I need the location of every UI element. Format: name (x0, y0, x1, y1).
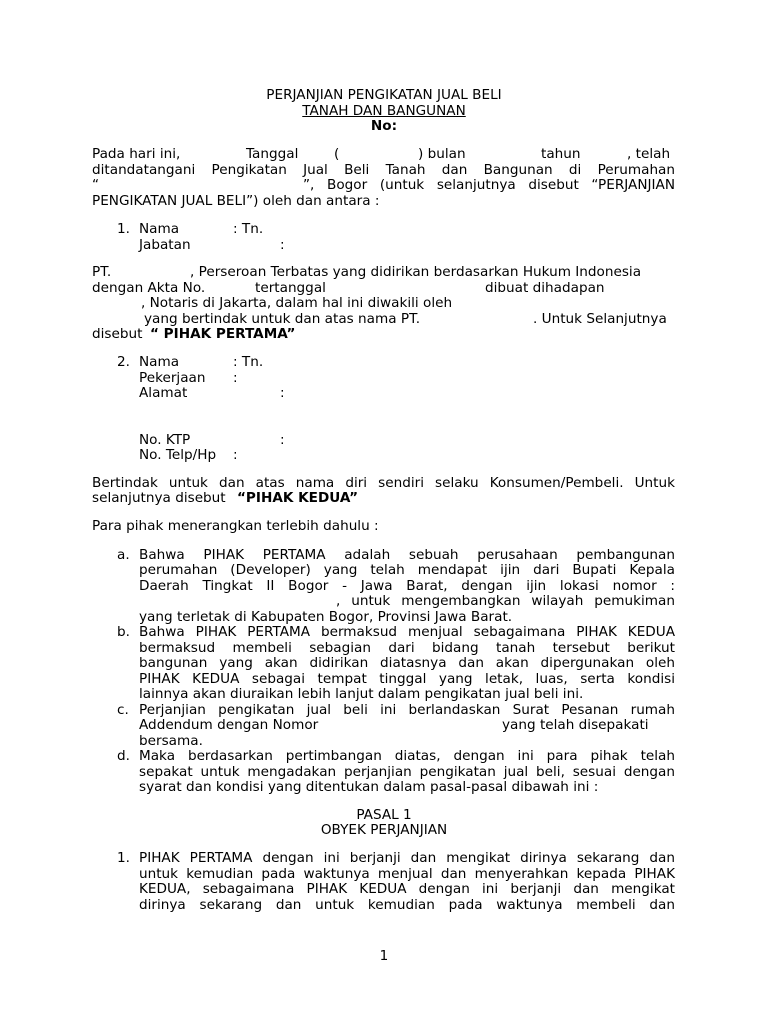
item-b-text: bangunan yang akan didirikan diatasnya dan akan dipergunakan oleh (139, 655, 675, 671)
document-subtitle: TANAH DAN BANGUNAN (302, 103, 466, 119)
item-c-text: bersama. (139, 733, 203, 749)
party2-designation: “PIHAK KEDUA” (237, 490, 359, 506)
item-a-text: Daerah Tingkat II Bogor - Jawa Barat, dengan ijin lokasi nomor : (139, 578, 675, 594)
list-marker: b. (117, 624, 130, 640)
field-value: : (280, 237, 285, 253)
document-number: No: (370, 118, 398, 134)
article-text: KEDUA, sebagaimana PIHAK KEDUA dengan ini berjanji dan mengikat (139, 881, 675, 897)
page-number: 1 (379, 948, 389, 964)
article-text: PIHAK PERTAMA dengan ini berjanji dan mengikat dirinya sekarang dan (139, 850, 675, 866)
intro-text: Tanggal (246, 146, 299, 162)
party1-text: dibuat dihadapan (485, 280, 605, 296)
party1-text: . Untuk Selanjutnya (533, 311, 667, 327)
item-c-text: Addendum dengan Nomor (139, 717, 319, 733)
field-value: : Tn. (233, 221, 264, 237)
item-a-text: Bahwa PIHAK PERTAMA adalah sebuah perusahaan pembangunan (139, 547, 675, 563)
party2-text: Bertindak untuk dan atas nama diri sendiri selaku Konsumen/Pembeli. Untuk (92, 475, 675, 491)
item-d-text: syarat dan kondisi yang ditentukan dalam pasal-pasal dibawah ini : (139, 779, 599, 795)
list-number: 2. (117, 354, 130, 370)
item-a-text: perumahan (Developer) yang telah mendapat ijin dari Bupati Kepala (139, 562, 675, 578)
field-value: : (280, 432, 285, 448)
field-label: No. KTP (139, 432, 191, 448)
intro-text: PENGIKATAN JUAL BELI”) oleh dan antara : (92, 193, 380, 209)
item-a-text: yang terletak di Kabupaten Bogor, Provinsi Jawa Barat. (139, 609, 513, 625)
list-marker: d. (117, 748, 130, 764)
intro-text: ditandatangani Pengikatan Jual Beli Tanah dan Bangunan di Perumahan (92, 162, 675, 178)
item-d-text: sepakat untuk mengadakan perjanjian pengikatan jual beli, sesuai dengan (139, 764, 675, 780)
field-label: No. Telp/Hp (139, 447, 217, 463)
item-a-text: , untuk mengembangkan wilayah pemukiman (336, 593, 675, 609)
item-c-text: yang telah disepakati (502, 717, 649, 733)
list-marker: c. (117, 702, 129, 718)
item-b-text: Bahwa PIHAK PERTAMA bermaksud menjual sebagaimana PIHAK KEDUA (139, 624, 675, 640)
field-value: : (233, 370, 238, 386)
field-value: : Tn. (233, 354, 264, 370)
item-d-text: Maka berdasarkan pertimbangan diatas, dengan ini para pihak telah (139, 748, 675, 764)
article-subheading: OBYEK PERJANJIAN (320, 822, 448, 838)
party1-text: disebut (92, 326, 143, 342)
party1-text: PT. (92, 264, 112, 280)
item-b-text: lainnya akan diuraikan lebih lanjut dalam pengikatan jual beli ini. (139, 686, 584, 702)
intro-text: tahun (541, 146, 581, 162)
party2-text: selanjutnya disebut (92, 490, 226, 506)
party1-designation: “ PIHAK PERTAMA” (150, 326, 296, 342)
document-title: PERJANJIAN PENGIKATAN JUAL BELI (266, 87, 502, 103)
article-heading: PASAL 1 (356, 807, 412, 823)
party1-text: , Perseroan Terbatas yang didirikan berdasarkan Hukum Indonesia (190, 264, 642, 280)
field-label: Pekerjaan (139, 370, 206, 386)
intro-text: Pada hari ini, (92, 146, 181, 162)
list-number: 1. (117, 221, 130, 237)
party1-text: , Notaris di Jakarta, dalam hal ini diwakili oleh (141, 295, 453, 311)
field-label: Alamat (139, 385, 188, 401)
item-b-text: bermaksud membeli sebagian dari bidang tanah tersebut berikut (139, 640, 675, 656)
field-label: Nama (139, 354, 180, 370)
party1-text: tertanggal (255, 280, 326, 296)
field-value: : (233, 447, 238, 463)
intro-text: ”, Bogor (untuk selanjutnya disebut “PERJANJIAN (303, 177, 675, 193)
party1-text: yang bertindak untuk dan atas nama PT. (144, 311, 421, 327)
intro-text: ) bulan (418, 146, 466, 162)
field-value: : (280, 385, 285, 401)
preamble-text: Para pihak menerangkan terlebih dahulu : (92, 518, 379, 534)
list-number: 1. (117, 850, 130, 866)
field-label: Jabatan (139, 237, 191, 253)
article-text: untuk kemudian pada waktunya menjual dan menyerahkan kepada PIHAK (139, 866, 675, 882)
party1-text: dengan Akta No. (92, 280, 206, 296)
list-marker: a. (117, 547, 130, 563)
item-c-text: Perjanjian pengikatan jual beli ini berlandaskan Surat Pesanan rumah (139, 702, 675, 718)
intro-text: ( (334, 146, 340, 162)
intro-text: , telah (627, 146, 671, 162)
item-b-text: PIHAK KEDUA sebagai tempat tinggal yang letak, luas, serta kondisi (139, 671, 675, 687)
field-label: Nama (139, 221, 180, 237)
intro-text: “ (92, 177, 100, 193)
article-text: dirinya sekarang dan untuk kemudian pada waktunya membeli dan (139, 897, 675, 913)
